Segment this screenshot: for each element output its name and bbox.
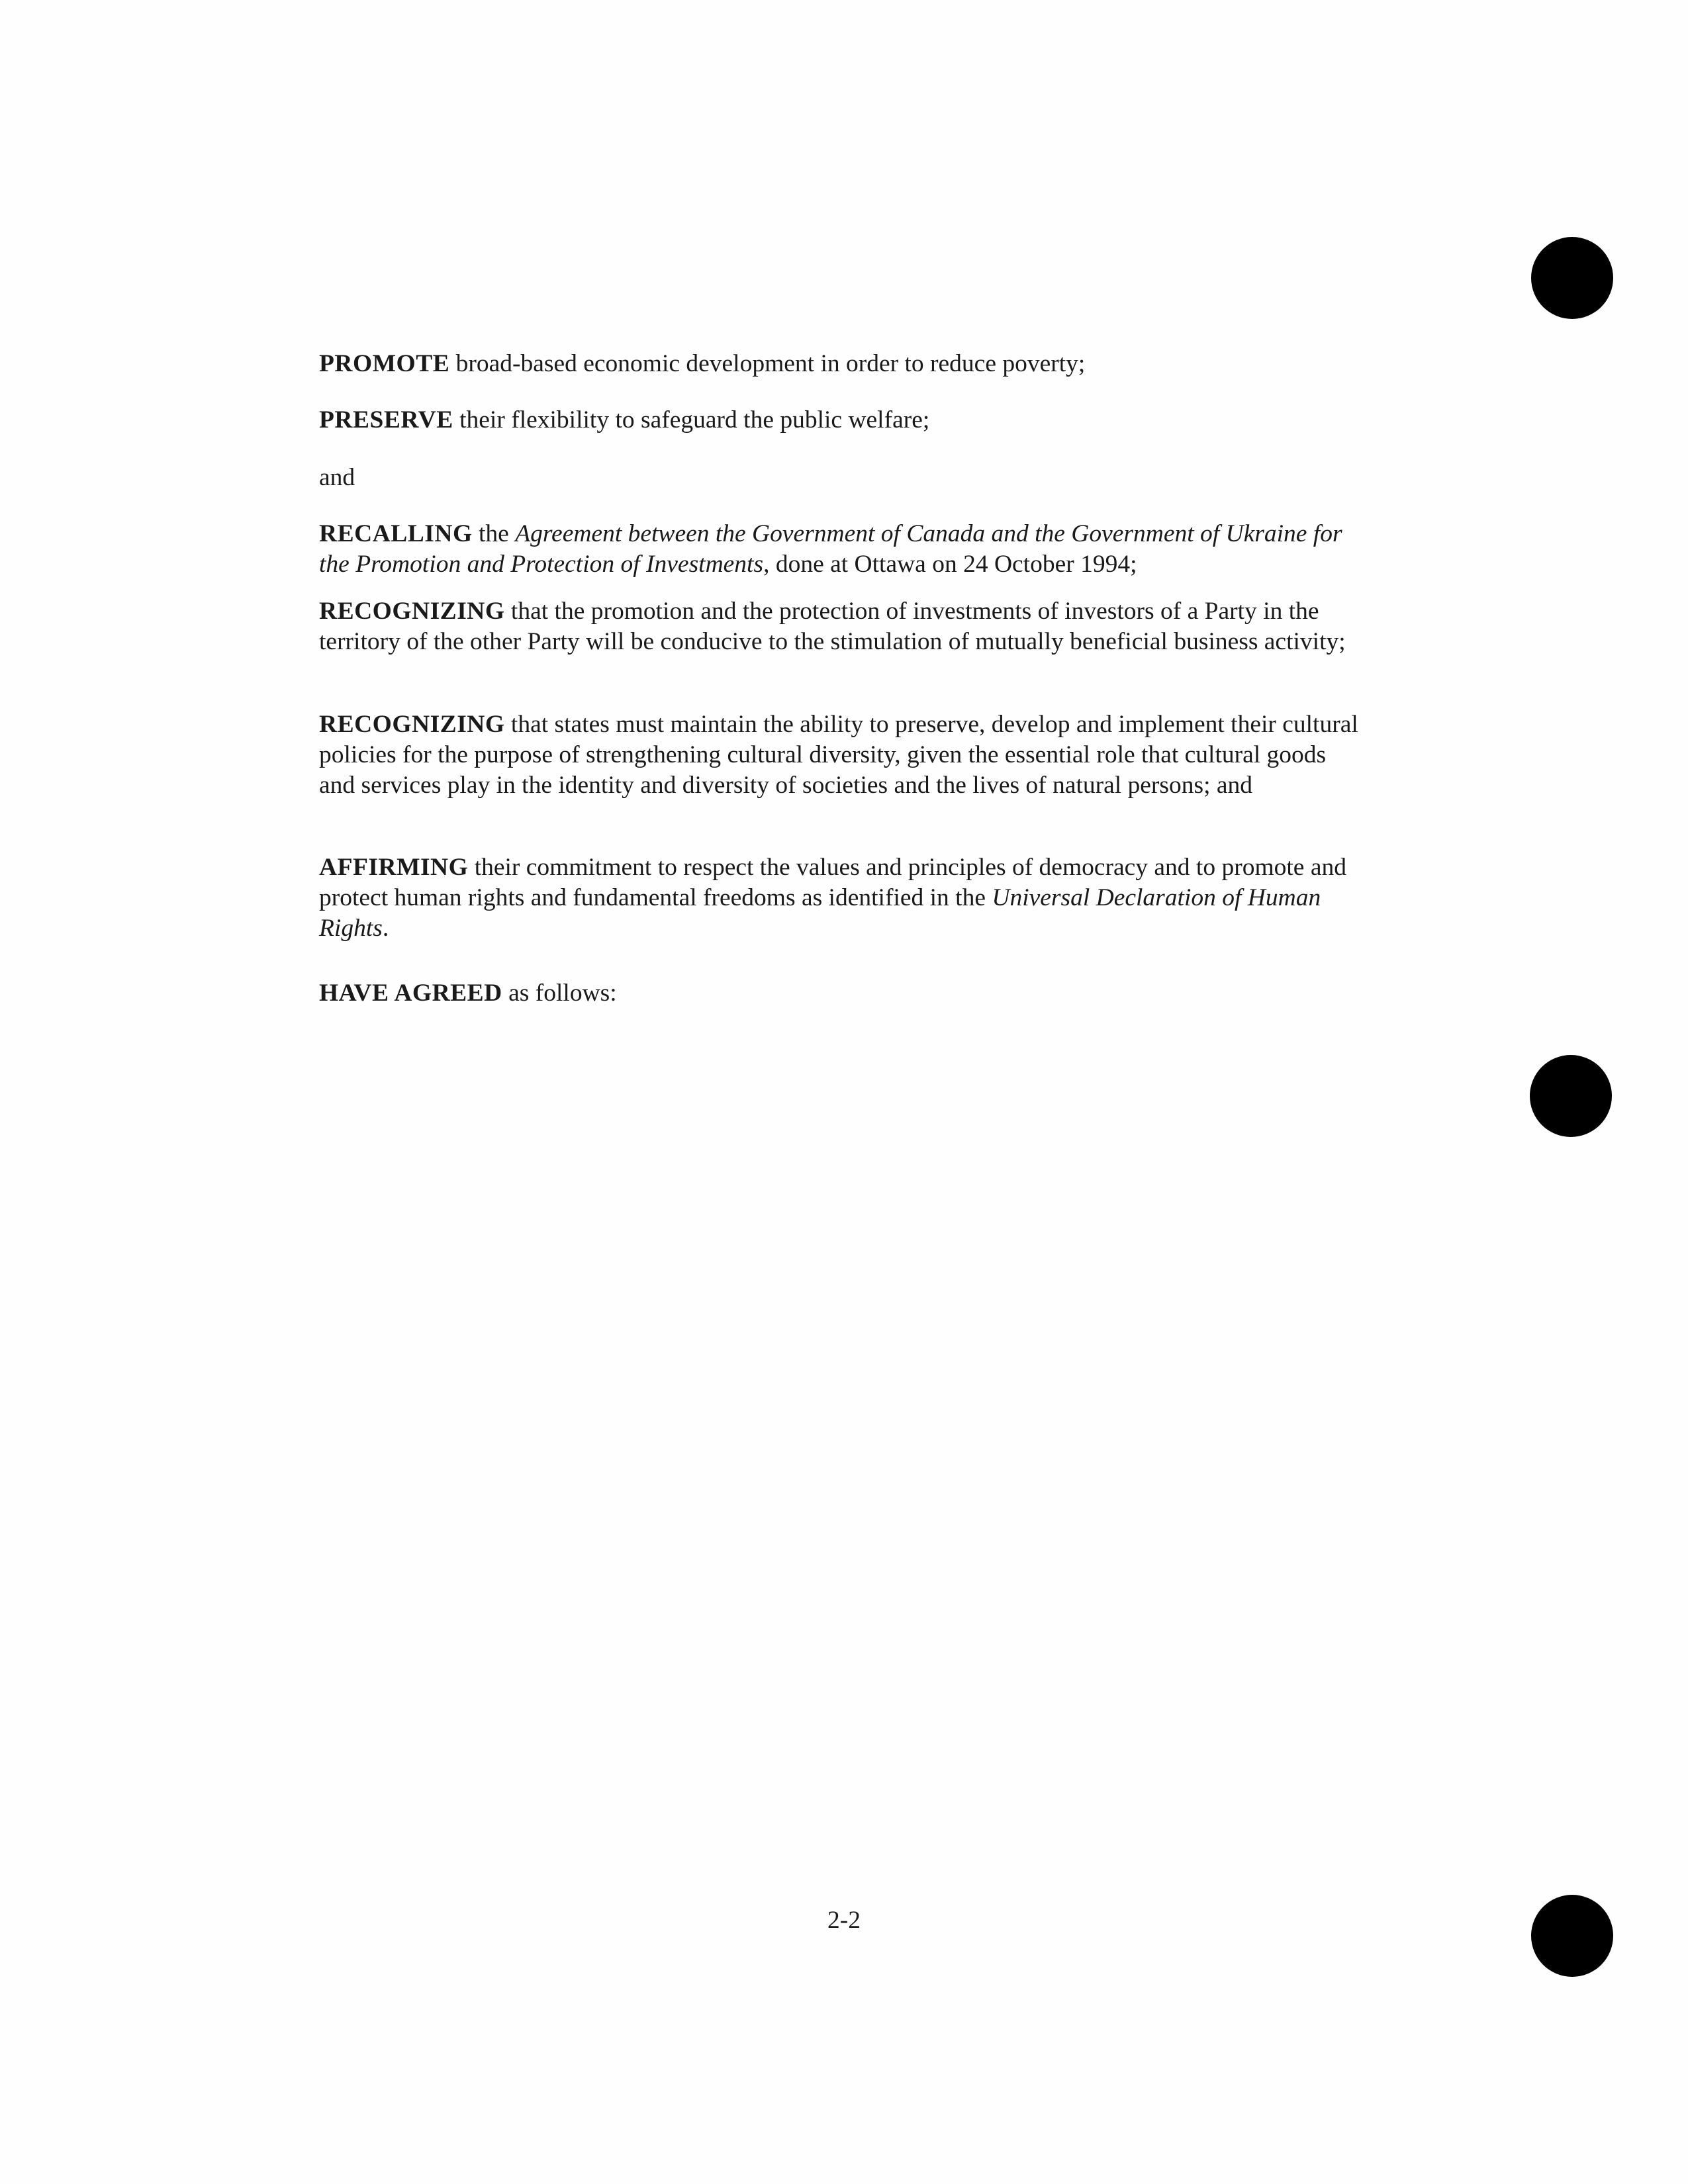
- punch-hole-middle: [1530, 1055, 1612, 1137]
- paragraph-keyword: RECALLING: [319, 520, 473, 547]
- punch-hole-bottom: [1531, 1895, 1613, 1977]
- paragraph-keyword: RECOGNIZING: [319, 711, 505, 738]
- page-number: 2-2: [827, 1907, 861, 1934]
- paragraph-have-agreed: [319, 978, 1365, 1009]
- paragraph-text: the: [472, 520, 516, 547]
- paragraph-text: and: [319, 464, 355, 491]
- paragraph-and: [319, 463, 1365, 493]
- paragraph-promote: [319, 349, 1365, 379]
- paragraph-keyword: PROMOTE: [319, 350, 450, 377]
- paragraph-affirming: [319, 852, 1365, 944]
- agreement-title: Agreement between the Government of Canada and the Government of Ukraine for the Promotion and Protection of Investments: [319, 520, 1342, 578]
- paragraph-text: .: [382, 915, 389, 942]
- paragraph-keyword: AFFIRMING: [319, 854, 469, 881]
- paragraph-keyword: PRESERVE: [319, 406, 453, 433]
- paragraph-preserve: [319, 405, 1365, 435]
- paragraph-recognizing-investment: [319, 596, 1365, 657]
- paragraph-text: as follows:: [502, 979, 617, 1007]
- punch-hole-top: [1531, 237, 1613, 319]
- paragraph-text: their commitment to respect the values and principles of democracy and to promote and protect human rights and fundamental freedoms as identified in the: [319, 854, 1346, 911]
- paragraph-recognizing-culture: [319, 709, 1365, 801]
- paragraph-keyword: RECOGNIZING: [319, 598, 505, 625]
- paragraph-recalling: [319, 519, 1365, 580]
- paragraph-text: , done at Ottawa on 24 October 1994;: [763, 551, 1137, 578]
- paragraph-text: their flexibility to safeguard the public welfare;: [453, 406, 930, 433]
- paragraph-text: that states must maintain the ability to preserve, develop and implement their cultural policies for the purpose of strengthening cultural diversity, given the essential role that cultural goods and services play in the identity and diversity of societies and the lives of natural persons; and: [319, 711, 1358, 799]
- declaration-title: Universal Declaration of Human Rights: [319, 884, 1321, 942]
- paragraph-keyword: HAVE AGREED: [319, 979, 502, 1007]
- paragraph-text: that the promotion and the protection of investments of investors of a Party in the territory of the other Party will be conducive to the stimulation of mutually beneficial business activity;: [319, 598, 1346, 655]
- paragraph-text: broad-based economic development in order to reduce poverty;: [449, 350, 1086, 377]
